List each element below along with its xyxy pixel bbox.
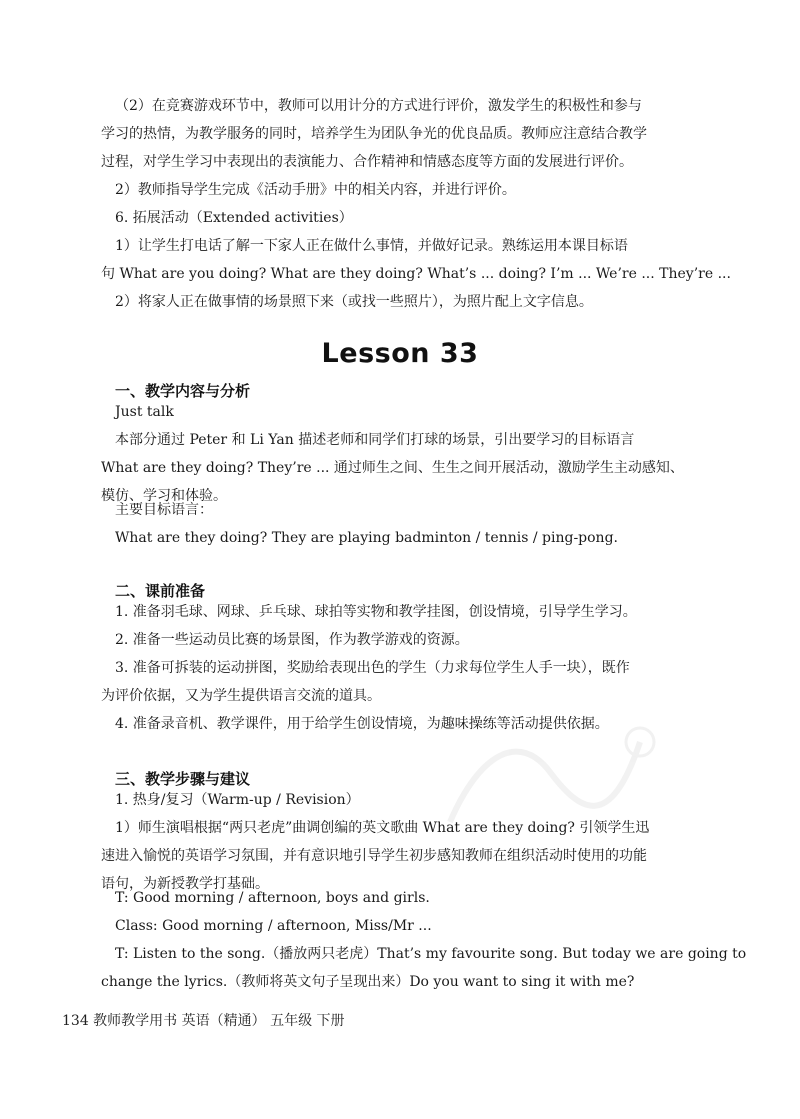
paragraph-line: 2）教师指导学生完成《活动手册》中的相关内容，并进行评价。 — [115, 182, 516, 198]
paragraph-activity-book — [115, 176, 695, 204]
dialog-line-1 — [115, 884, 695, 912]
paragraph-line: 为评价依据，又为学生提供语言交流的道具。 — [101, 688, 381, 704]
paragraph-line: 过程，对学生学习中表现出的表演能力、合作精神和情感态度等方面的发展进行评价。 — [101, 154, 633, 170]
paragraph-line: 2. 准备一些运动员比赛的场景图，作为教学游戏的资源。 — [115, 632, 469, 648]
paragraph-photos — [115, 288, 695, 316]
paragraph-line: 学习的热情，为教学服务的同时，培养学生为团队争光的优良品质。教师应注意结合教学 — [101, 126, 647, 142]
paragraph-line: Class: Good morning / afternoon, Miss/Mr ... — [115, 918, 432, 934]
paragraph-phone-family — [101, 232, 731, 288]
paragraph-line: 语句，为新授教学打基础。 — [101, 876, 269, 892]
prep-item-3 — [101, 654, 695, 710]
paragraph-line: 1）师生演唱根据“两只老虎”曲调创编的英文歌曲 What are they doing? 引领学生迅 — [115, 820, 650, 836]
paragraph-line: What are they doing? They are playing badminton / tennis / ping-pong. — [115, 530, 618, 546]
paragraph-line: 1）让学生打电话了解一下家人正在做什么事情，并做好记录。熟练运用本课目标语 — [115, 238, 628, 254]
paragraph-line: 4. 准备录音机、教学课件，用于给学生创设情境，为趣味操练等活动提供依据。 — [115, 716, 609, 732]
prep-item-1 — [115, 598, 695, 626]
paragraph-line: （2）在竞赛游戏环节中，教师可以用计分的方式进行评价，激发学生的积极性和参与 — [115, 98, 642, 114]
paragraph-line: Just talk — [115, 404, 174, 420]
paragraph-evaluation — [101, 92, 695, 176]
lesson-title: Lesson 33 — [321, 338, 479, 369]
paragraph-line: 1. 热身/复习（Warm-up / Revision） — [115, 792, 360, 808]
heading-extended-activities — [115, 204, 695, 232]
section-heading-content-analysis: 一、教学内容与分析 — [115, 382, 251, 400]
paragraph-line: 模仿、学习和体验。 — [101, 488, 227, 504]
prep-item-2 — [115, 626, 695, 654]
paragraph-line: 1. 准备羽毛球、网球、乒乓球、球拍等实物和教学挂图，创设情境，引导学生学习。 — [115, 604, 637, 620]
paragraph-line: 2）将家人正在做事情的场景照下来（或找一些照片），为照片配上文字信息。 — [115, 294, 593, 310]
paragraph-line: 速进入愉悦的英语学习氛围，并有意识地引导学生初步感知教师在组织活动时使用的功能 — [101, 848, 647, 864]
paragraph-line: What are they doing? They’re ... 通过师生之间、生生之间开展活动，激励学生主动感知、 — [101, 460, 684, 476]
dialog-line-2 — [115, 912, 695, 940]
paragraph-line: 6. 拓展活动（Extended activities） — [115, 210, 353, 226]
target-language-sentence — [115, 524, 695, 552]
section-heading-preparation: 二、课前准备 — [115, 582, 206, 600]
paragraph-line: 3. 准备可拆装的运动拼图，奖励给表现出色的学生（力求每位学生人手一块），既作 — [115, 660, 630, 676]
target-language-label — [115, 496, 695, 524]
paragraph-line: change the lyrics.（教师将英文句子呈现出来）Do you want to sing it with me? — [101, 974, 635, 990]
watermark-logo — [440, 712, 660, 842]
paragraph-line: 本部分通过 Peter 和 Li Yan 描述老师和同学们打球的场景，引出要学习的目标语言 — [115, 432, 635, 448]
subheading-just-talk — [115, 398, 695, 426]
paragraph-line: 主要目标语言： — [115, 502, 213, 518]
paragraph-line: T: Listen to the song.（播放两只老虎）That’s my favourite song. But today we are going to — [115, 946, 747, 962]
page-footer: 134 教师教学用书 英语（精通） 五年级 下册 — [62, 1013, 345, 1029]
section-heading-steps: 三、教学步骤与建议 — [115, 770, 251, 788]
dialog-line-3 — [101, 940, 747, 996]
paragraph-line: T: Good morning / afternoon, boys and girls. — [115, 890, 430, 906]
paragraph-line: 句 What are you doing? What are they doing? What’s ... doing? I’m ... We’re ... They’re ... — [101, 266, 731, 282]
